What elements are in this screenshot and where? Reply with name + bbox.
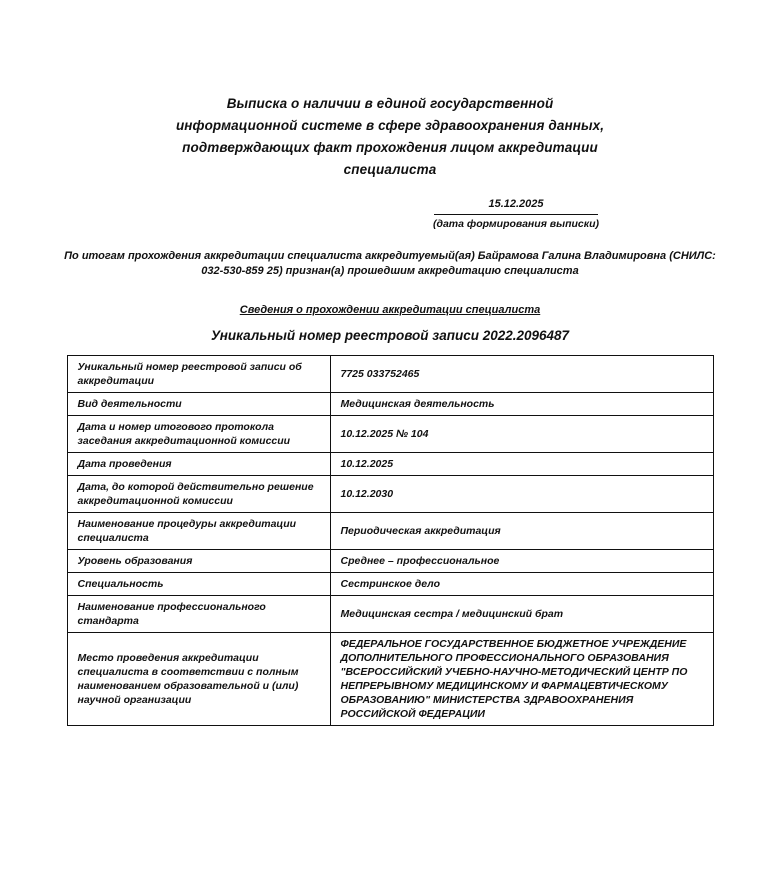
table-row: [67, 596, 713, 633]
row-value: Сестринское дело: [330, 573, 713, 596]
intro-paragraph: По итогам прохождения аккредитации специалиста аккредитуемый(ая) Байрамова Галина Владимировна (СНИЛС: 032-530-859 25) признан(а) прошедшим аккредитацию специалиста: [64, 250, 716, 277]
row-label: Вид деятельности: [67, 393, 330, 416]
row-value: 7725 033752465: [330, 356, 713, 393]
row-label: Дата и номер итогового протокола заседания аккредитационной комиссии: [67, 416, 330, 453]
row-label: Уникальный номер реестровой записи об аккредитации: [67, 356, 330, 393]
table-row: [67, 476, 713, 513]
table-row: [67, 453, 713, 476]
row-value: Периодическая аккредитация: [330, 513, 713, 550]
table-row: [67, 550, 713, 573]
issue-date-block: [430, 197, 602, 231]
row-value: 10.12.2030: [330, 476, 713, 513]
row-value: Среднее – профессиональное: [330, 550, 713, 573]
section-heading: Сведения о прохождении аккредитации специалиста: [239, 304, 541, 316]
table-row: [67, 356, 713, 393]
row-value: Медицинская сестра / медицинский брат: [330, 596, 713, 633]
row-label: Дата проведения: [67, 453, 330, 476]
row-value: Медицинская деятельность: [330, 393, 713, 416]
row-label: Место проведения аккредитации специалиста в соответствии с полным наименованием образовательной и (или) научной организации: [67, 633, 330, 726]
accreditation-table-body: [67, 356, 713, 726]
row-value: 10.12.2025 № 104: [330, 416, 713, 453]
row-label: Специальность: [67, 573, 330, 596]
row-label: Наименование профессионального стандарта: [67, 596, 330, 633]
row-label: Наименование процедуры аккредитации специалиста: [67, 513, 330, 550]
table-row: [67, 513, 713, 550]
registry-number-heading: Уникальный номер реестровой записи 2022.2096487: [210, 328, 570, 343]
table-row: [67, 416, 713, 453]
issue-date-value: 15.12.2025: [434, 197, 598, 215]
row-label: Уровень образования: [67, 550, 330, 573]
document-title: Выписка о наличии в единой государственной информационной системе в сфере здравоохранения данных, подтверждающих факт прохождения лицом аккредитации специалиста: [175, 96, 605, 177]
issue-date-caption: (дата формирования выписки): [432, 218, 600, 230]
table-row: [67, 573, 713, 596]
accreditation-table: [67, 355, 714, 726]
row-value: 10.12.2025: [330, 453, 713, 476]
table-row: [67, 633, 713, 726]
table-row: [67, 393, 713, 416]
row-label: Дата, до которой действительно решение аккредитационной комиссии: [67, 476, 330, 513]
row-value: ФЕДЕРАЛЬНОЕ ГОСУДАРСТВЕННОЕ БЮДЖЕТНОЕ УЧРЕЖДЕНИЕ ДОПОЛНИТЕЛЬНОГО ПРОФЕССИОНАЛЬНОГО ОБРАЗОВАНИЯ "ВСЕРОССИЙСКИЙ УЧЕБНО-НАУЧНО-МЕТОДИЧЕСКИЙ ЦЕНТР ПО НЕПРЕРЫВНОМУ МЕДИЦИНСКОМУ И ФАРМАЦЕВТИЧЕСКОМУ ОБРАЗОВАНИЮ" МИНИСТЕРСТВА ЗДРАВООХРАНЕНИЯ РОССИЙСКОЙ ФЕДЕРАЦИИ: [330, 633, 713, 726]
